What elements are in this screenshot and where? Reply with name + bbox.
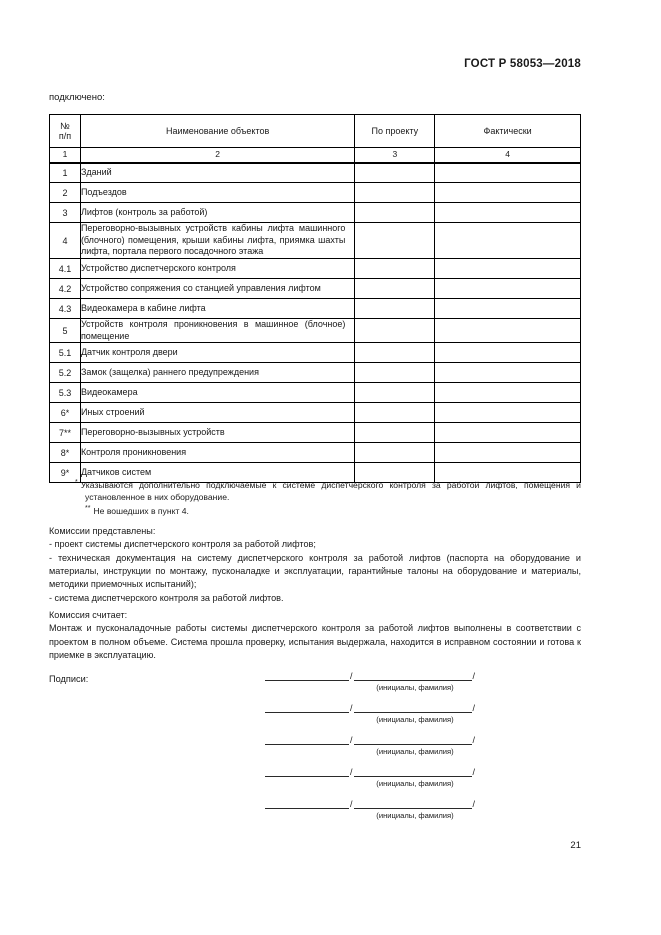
header-number-line1: №: [60, 120, 70, 131]
row-project-cell[interactable]: [355, 299, 435, 319]
row-actual-cell[interactable]: [435, 363, 581, 383]
commission-presented-block: [49, 525, 581, 605]
row-actual-cell[interactable]: [435, 203, 581, 223]
signature-separator: /: [350, 735, 353, 745]
column-number-2: 2: [80, 148, 354, 163]
row-object-name-cell: Видеокамера в кабине лифта: [80, 299, 354, 319]
signature-field[interactable]: [265, 670, 349, 681]
row-actual-cell[interactable]: [435, 299, 581, 319]
table-row: [50, 223, 581, 259]
row-project-cell[interactable]: [355, 223, 435, 259]
row-object-name-cell: Видеокамера: [80, 383, 354, 403]
footnote: [49, 478, 581, 503]
row-object-name-cell: Переговорно-вызывных устройств: [80, 423, 354, 443]
commission-considers-block: [49, 609, 581, 662]
row-project-cell[interactable]: [355, 383, 435, 403]
signature-caption: (инициалы, фамилия): [376, 683, 454, 692]
row-project-cell[interactable]: [355, 319, 435, 343]
row-object-name-cell: Датчиков систем: [80, 463, 354, 483]
row-object-name-cell: Устройство сопряжения со станцией управления лифтом: [80, 279, 354, 299]
footnotes-block: [49, 478, 581, 518]
row-actual-cell[interactable]: [435, 343, 581, 363]
row-index-cell: 5: [50, 319, 81, 343]
row-object-name-cell: Контроля проникновения: [80, 443, 354, 463]
row-actual-cell[interactable]: [435, 383, 581, 403]
signature-separator: /: [350, 671, 353, 681]
signature-separator-end: /: [472, 799, 476, 809]
footnote: [49, 504, 581, 517]
row-index-cell: 6*: [50, 403, 81, 423]
signature-input-line[interactable]: [265, 732, 479, 745]
table-row: [50, 403, 581, 423]
signature-row: [265, 764, 479, 796]
row-object-name-cell: Замок (защелка) раннего предупреждения: [80, 363, 354, 383]
row-object-name-cell: Устройств контроля проникновения в машинное (блочное) помещение: [80, 319, 354, 343]
signature-field[interactable]: [265, 702, 349, 713]
table-body: [50, 163, 581, 483]
signature-separator: /: [350, 767, 353, 777]
initials-surname-field[interactable]: [354, 702, 472, 713]
row-index-cell: 3: [50, 203, 81, 223]
row-actual-cell[interactable]: [435, 223, 581, 259]
row-index-cell: 4: [50, 223, 81, 259]
signature-caption: (инициалы, фамилия): [376, 715, 454, 724]
table-row: [50, 299, 581, 319]
row-actual-cell[interactable]: [435, 183, 581, 203]
commission-presented-item-3: - система диспетчерского контроля за работой лифтов.: [49, 592, 284, 603]
signature-separator: /: [350, 799, 353, 809]
row-object-name-cell: Датчик контроля двери: [80, 343, 354, 363]
signature-input-line[interactable]: [265, 764, 479, 777]
signature-separator-end: /: [472, 735, 476, 745]
header-number-line2: п/п: [58, 131, 72, 141]
signature-row: [265, 732, 479, 764]
table-row: [50, 343, 581, 363]
table-row: [50, 363, 581, 383]
table-row: [50, 163, 581, 183]
row-actual-cell[interactable]: [435, 423, 581, 443]
commission-presented-heading: Комиссии представлены:: [49, 526, 156, 536]
table-head: [50, 115, 581, 163]
row-object-name-cell: Подъездов: [80, 183, 354, 203]
table-row: [50, 423, 581, 443]
table-row: [50, 183, 581, 203]
table-row: [50, 279, 581, 299]
row-project-cell[interactable]: [355, 363, 435, 383]
signature-input-line[interactable]: [265, 668, 479, 681]
row-project-cell[interactable]: [355, 423, 435, 443]
signature-input-line[interactable]: [265, 700, 479, 713]
row-project-cell[interactable]: [355, 403, 435, 423]
intro-text: подключено:: [49, 92, 105, 103]
commission-presented-item-1: - проект системы диспетчерского контроля за работой лифтов;: [49, 539, 316, 550]
signature-field[interactable]: [265, 766, 349, 777]
signature-input-line[interactable]: [265, 796, 479, 809]
signature-field[interactable]: [265, 734, 349, 745]
row-index-cell: 4.1: [50, 259, 81, 279]
signatures-label: Подписи:: [49, 674, 89, 684]
row-index-cell: 5.2: [50, 363, 81, 383]
signature-separator: /: [350, 703, 353, 713]
row-actual-cell[interactable]: [435, 319, 581, 343]
signature-field[interactable]: [265, 798, 349, 809]
row-index-cell: 8*: [50, 443, 81, 463]
column-number-row: [50, 148, 581, 163]
table-row: [50, 259, 581, 279]
row-project-cell[interactable]: [355, 343, 435, 363]
row-actual-cell[interactable]: [435, 403, 581, 423]
row-index-cell: 5.1: [50, 343, 81, 363]
row-index-cell: 5.3: [50, 383, 81, 403]
row-object-name-cell: Лифтов (контроль за работой): [80, 203, 354, 223]
row-object-name-cell: Переговорно-вызывных устройств кабины лифта машинного (блочного) помещения, крыши кабины лифта, приямка шахты лифта, портала первого посадочного этажа: [80, 223, 354, 259]
header-cell-number: [50, 115, 81, 148]
signature-row: [265, 700, 479, 732]
table-row: [50, 203, 581, 223]
header-cell-name: Наименование объектов: [80, 115, 354, 148]
page-number: 21: [570, 840, 581, 851]
signature-row: [265, 796, 479, 828]
header-cell-project: По проекту: [355, 115, 435, 148]
table-header-row: [50, 115, 581, 148]
footnote-marker: *: [75, 479, 78, 486]
row-index-cell: 2: [50, 183, 81, 203]
commission-considers-text: Монтаж и пусконаладочные работы системы диспетчерского контроля за работой лифтов выполнены в соответствии с проектом в полном объеме. Система прошла проверку, испытания выдержала, находится в исправном состоянии и готова к приемке в эксплуатацию.: [49, 623, 581, 661]
column-number-1: 1: [50, 148, 81, 163]
row-object-name-cell: Устройство диспетчерского контроля: [80, 259, 354, 279]
column-number-3: 3: [355, 148, 435, 163]
signature-caption: (инициалы, фамилия): [376, 811, 454, 820]
header-cell-actual: Фактически: [435, 115, 581, 148]
row-project-cell[interactable]: [355, 259, 435, 279]
signature-row: [265, 668, 479, 700]
signature-lines: [265, 668, 479, 828]
row-object-name-cell: Зданий: [80, 163, 354, 183]
row-actual-cell[interactable]: [435, 279, 581, 299]
row-index-cell: 9*: [50, 463, 81, 483]
row-index-cell: 7**: [50, 423, 81, 443]
standard-header: ГОСТ Р 58053—2018: [464, 58, 581, 70]
row-object-name-cell: Иных строений: [80, 403, 354, 423]
row-project-cell[interactable]: [355, 443, 435, 463]
row-actual-cell[interactable]: [435, 163, 581, 183]
table-row: [50, 383, 581, 403]
row-index-cell: 1: [50, 163, 81, 183]
signature-separator-end: /: [472, 671, 476, 681]
footnote-text: Указываются дополнительно подключаемые к системе диспетчерского контроля за работой лифтов, помещения и установленное в них оборудование.: [80, 479, 581, 503]
signature-separator-end: /: [472, 767, 476, 777]
commission-presented-item-2: - техническая документация на систему диспетчерского контроля за работой лифтов (паспорта на оборудование и материалы, инструкции по монтажу, пусконаладке и эксплуатации, гарантийные талоны на оборудование и материалы, методики приемочных испытаний);: [49, 552, 581, 590]
row-index-cell: 4.2: [50, 279, 81, 299]
table-row: [50, 443, 581, 463]
footnote-marker: **: [85, 505, 91, 513]
column-number-4: 4: [435, 148, 581, 163]
initials-surname-field[interactable]: [354, 766, 472, 777]
signature-caption: (инициалы, фамилия): [376, 747, 454, 756]
row-index-cell: 4.3: [50, 299, 81, 319]
signature-caption: (инициалы, фамилия): [376, 779, 454, 788]
row-project-cell[interactable]: [355, 279, 435, 299]
commission-considers-heading: Комиссия считает:: [49, 610, 128, 620]
initials-surname-field[interactable]: [354, 734, 472, 745]
footnote-text: Не вошедших в пункт 4.: [93, 506, 189, 517]
row-project-cell[interactable]: [355, 183, 435, 203]
row-actual-cell[interactable]: [435, 259, 581, 279]
objects-table: [49, 114, 581, 483]
row-actual-cell[interactable]: [435, 443, 581, 463]
initials-surname-field[interactable]: [354, 670, 472, 681]
row-project-cell[interactable]: [355, 163, 435, 183]
table-row: [50, 319, 581, 343]
initials-surname-field[interactable]: [354, 798, 472, 809]
signature-separator-end: /: [472, 703, 476, 713]
row-project-cell[interactable]: [355, 203, 435, 223]
